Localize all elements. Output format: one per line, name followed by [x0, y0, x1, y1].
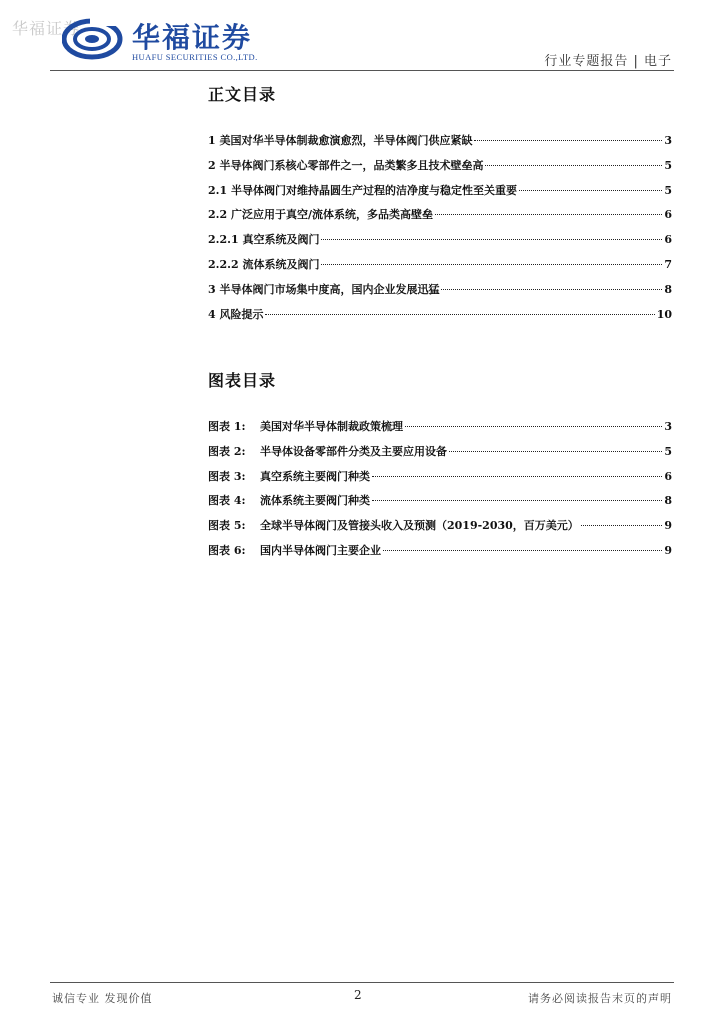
toc-entry-page: 6: [664, 233, 672, 247]
footer-slogan: 诚信专业 发现价值: [52, 992, 153, 1005]
figure-entry-page: 5: [664, 444, 672, 458]
toc-entry-page: 7: [664, 257, 672, 271]
leader-dots: [441, 289, 662, 290]
figures-title: 图表目录: [208, 371, 277, 390]
figure-entry-text: 国内半导体阀门主要企业: [260, 543, 381, 557]
figure-entry-label: 图表 5:: [208, 519, 246, 533]
leader-dots: [519, 190, 662, 191]
figure-entry-label: 图表 6:: [208, 543, 246, 557]
toc-entry[interactable]: [208, 231, 672, 256]
figure-entry[interactable]: [208, 468, 672, 493]
toc-entry-page: 5: [664, 158, 672, 172]
leader-dots: [383, 550, 662, 551]
figure-entry-page: 3: [664, 420, 672, 433]
figure-list: [208, 418, 672, 567]
toc-title: 正文目录: [208, 85, 277, 104]
leader-dots: [321, 239, 662, 240]
leader-dots: [372, 476, 662, 477]
report-category: 行业专题报告 | 电子: [544, 54, 672, 69]
figure-entry-text: 全球半导体阀门及管接头收入及预测（2019-2030，百万美元）: [260, 519, 579, 533]
page-number: 2: [354, 988, 362, 1002]
huafu-logo-icon: [62, 16, 126, 60]
figure-entry-page: 9: [664, 519, 672, 533]
toc-entry[interactable]: [208, 281, 672, 306]
figure-entry-page: 6: [664, 469, 672, 483]
toc-entry[interactable]: [208, 306, 672, 331]
figure-entry-text: 真空系统主要阀门种类: [260, 469, 370, 483]
toc-entry-text: 4 风险提示: [208, 307, 264, 321]
leader-dots: [485, 165, 662, 166]
toc-entry-page: 8: [664, 282, 672, 296]
figure-entry-page: 8: [664, 494, 672, 508]
toc-entry-text: 2.2.2 流体系统及阀门: [208, 257, 320, 271]
leader-dots: [321, 264, 662, 265]
toc-entry-page: 5: [664, 183, 672, 197]
toc-entry[interactable]: [208, 157, 672, 182]
toc-entry[interactable]: [208, 182, 672, 207]
leader-dots: [435, 214, 662, 215]
company-logo: [62, 14, 272, 68]
toc-entry-text: 1 美国对华半导体制裁愈演愈烈，半导体阀门供应紧缺: [208, 134, 473, 147]
figure-entry[interactable]: [208, 443, 672, 468]
header-divider: [50, 70, 674, 71]
figure-entry-text: 半导体设备零部件分类及主要应用设备: [260, 444, 447, 458]
toc-entry-page: 6: [664, 208, 672, 222]
leader-dots: [265, 314, 654, 315]
leader-dots: [405, 426, 662, 427]
logo-name-en: HUAFU SECURITIES CO.,LTD.: [132, 52, 258, 62]
leader-dots: [474, 140, 662, 141]
footer-divider: [50, 982, 674, 983]
leader-dots: [449, 451, 662, 452]
figure-entry-label: 图表 3:: [208, 469, 246, 483]
toc-entry[interactable]: [208, 256, 672, 281]
figure-entry-text: 流体系统主要阀门种类: [260, 494, 370, 508]
figure-entry-label: 图表 4:: [208, 494, 246, 508]
toc-entry-page: 3: [664, 134, 672, 147]
toc-entry-text: 2.1 半导体阀门对维持晶圆生产过程的洁净度与稳定性至关重要: [208, 183, 517, 197]
figure-entry[interactable]: [208, 492, 672, 517]
toc-entry-text: 2 半导体阀门系核心零部件之一，品类繁多且技术壁垒高: [208, 158, 484, 172]
toc-entry-text: 2.2.1 真空系统及阀门: [208, 233, 320, 247]
footer-disclaimer: 请务必阅读报告末页的声明: [528, 992, 672, 1005]
leader-dots: [372, 500, 662, 501]
figure-entry[interactable]: [208, 542, 672, 567]
leader-dots: [581, 525, 663, 526]
logo-name-cn: 华福证券: [132, 21, 253, 54]
figure-entry[interactable]: [208, 418, 672, 443]
toc-entry-text: 2.2 广泛应用于真空/流体系统，多品类高壁垒: [208, 208, 433, 222]
toc-entry-page: 10: [656, 307, 672, 321]
watermark-text: 华福证券: [12, 19, 81, 38]
toc-list: [208, 132, 672, 330]
figure-entry-page: 9: [664, 543, 672, 557]
figure-entry-label: 图表 1:: [208, 420, 246, 433]
figure-entry-text: 美国对华半导体制裁政策梳理: [260, 420, 403, 433]
toc-entry[interactable]: [208, 206, 672, 231]
toc-entry[interactable]: [208, 132, 672, 157]
figure-entry[interactable]: [208, 517, 672, 542]
toc-entry-text: 3 半导体阀门市场集中度高，国内企业发展迅猛: [208, 282, 440, 296]
figure-entry-label: 图表 2:: [208, 444, 246, 458]
